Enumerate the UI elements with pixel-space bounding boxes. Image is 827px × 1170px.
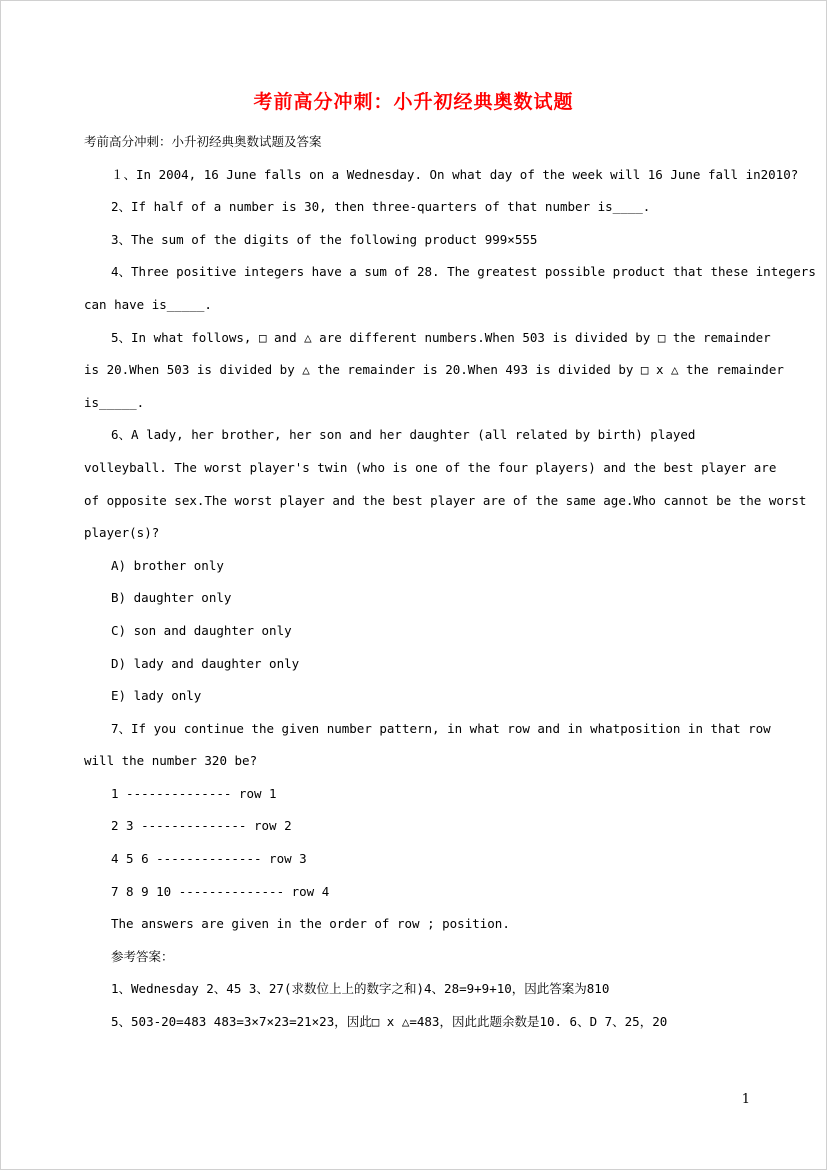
text-line: D) lady and daughter only — [111, 655, 300, 671]
text-line: 7、If you continue the given number pattern, in what row and in whatposition in that row — [111, 720, 771, 736]
text-line: 4 5 6 -------------- row 3 — [111, 851, 307, 867]
text-line: of opposite sex.The worst player and the best player are of the same age.Who cannot be the worst — [84, 492, 807, 508]
text-line: 1 -------------- row 1 — [111, 785, 277, 801]
text-line: 7 8 9 10 -------------- row 4 — [111, 883, 330, 899]
text-line: can have is_____. — [84, 296, 212, 312]
text-line: 4、Three positive integers have a sum of 28. The greatest possible product that these integers — [111, 264, 816, 280]
document-body — [84, 126, 816, 1039]
text-line: 6、A lady, her brother, her son and her daughter (all related by birth) played — [111, 427, 696, 443]
text-line: is_____. — [84, 394, 145, 410]
text-line: E) lady only — [111, 688, 202, 704]
text-line: 5、In what follows, □ and △ are different numbers.When 503 is divided by □ the remainder — [111, 329, 771, 345]
text-line: C) son and daughter only — [111, 622, 292, 638]
text-line: player(s)? — [84, 525, 160, 541]
text-line: 2 3 -------------- row 2 — [111, 818, 292, 834]
text-line: A) brother only — [111, 557, 224, 573]
text-line: is 20.When 503 is divided by △ the remainder is 20.When 493 is divided by □ x △ the remainder — [84, 362, 784, 378]
text-line: 5、503-20=483 483=3×7×23=21×23，因此□ x △=483，因此此题余数是10. 6、D 7、25，20 — [111, 1014, 668, 1030]
page-number: 1 — [741, 1092, 750, 1107]
text-line: The answers are given in the order of row ; position. — [111, 916, 510, 932]
text-line: volleyball. The worst player's twin (who is one of the four players) and the best player are — [84, 459, 777, 475]
text-line: 1、Wednesday 2、45 3、27(求数位上上的数字之和)4、28=9+9+10，因此答案为810 — [111, 981, 610, 997]
text-line: 3、The sum of the digits of the following product 999×555 — [111, 231, 538, 247]
document-title: 考前高分冲刺：小升初经典奥数试题 — [253, 91, 574, 113]
text-line: 参考答案： — [111, 948, 174, 964]
text-line: 考前高分冲刺：小升初经典奥数试题及答案 — [84, 134, 322, 149]
text-line: B) daughter only — [111, 590, 232, 606]
text-line: １、In 2004, 16 June falls on a Wednesday. On what day of the week will 16 June fall in2010? — [111, 166, 799, 182]
text-line: 2、If half of a number is 30, then three-quarters of that number is____. — [111, 199, 651, 215]
text-line: will the number 320 be? — [84, 753, 258, 769]
